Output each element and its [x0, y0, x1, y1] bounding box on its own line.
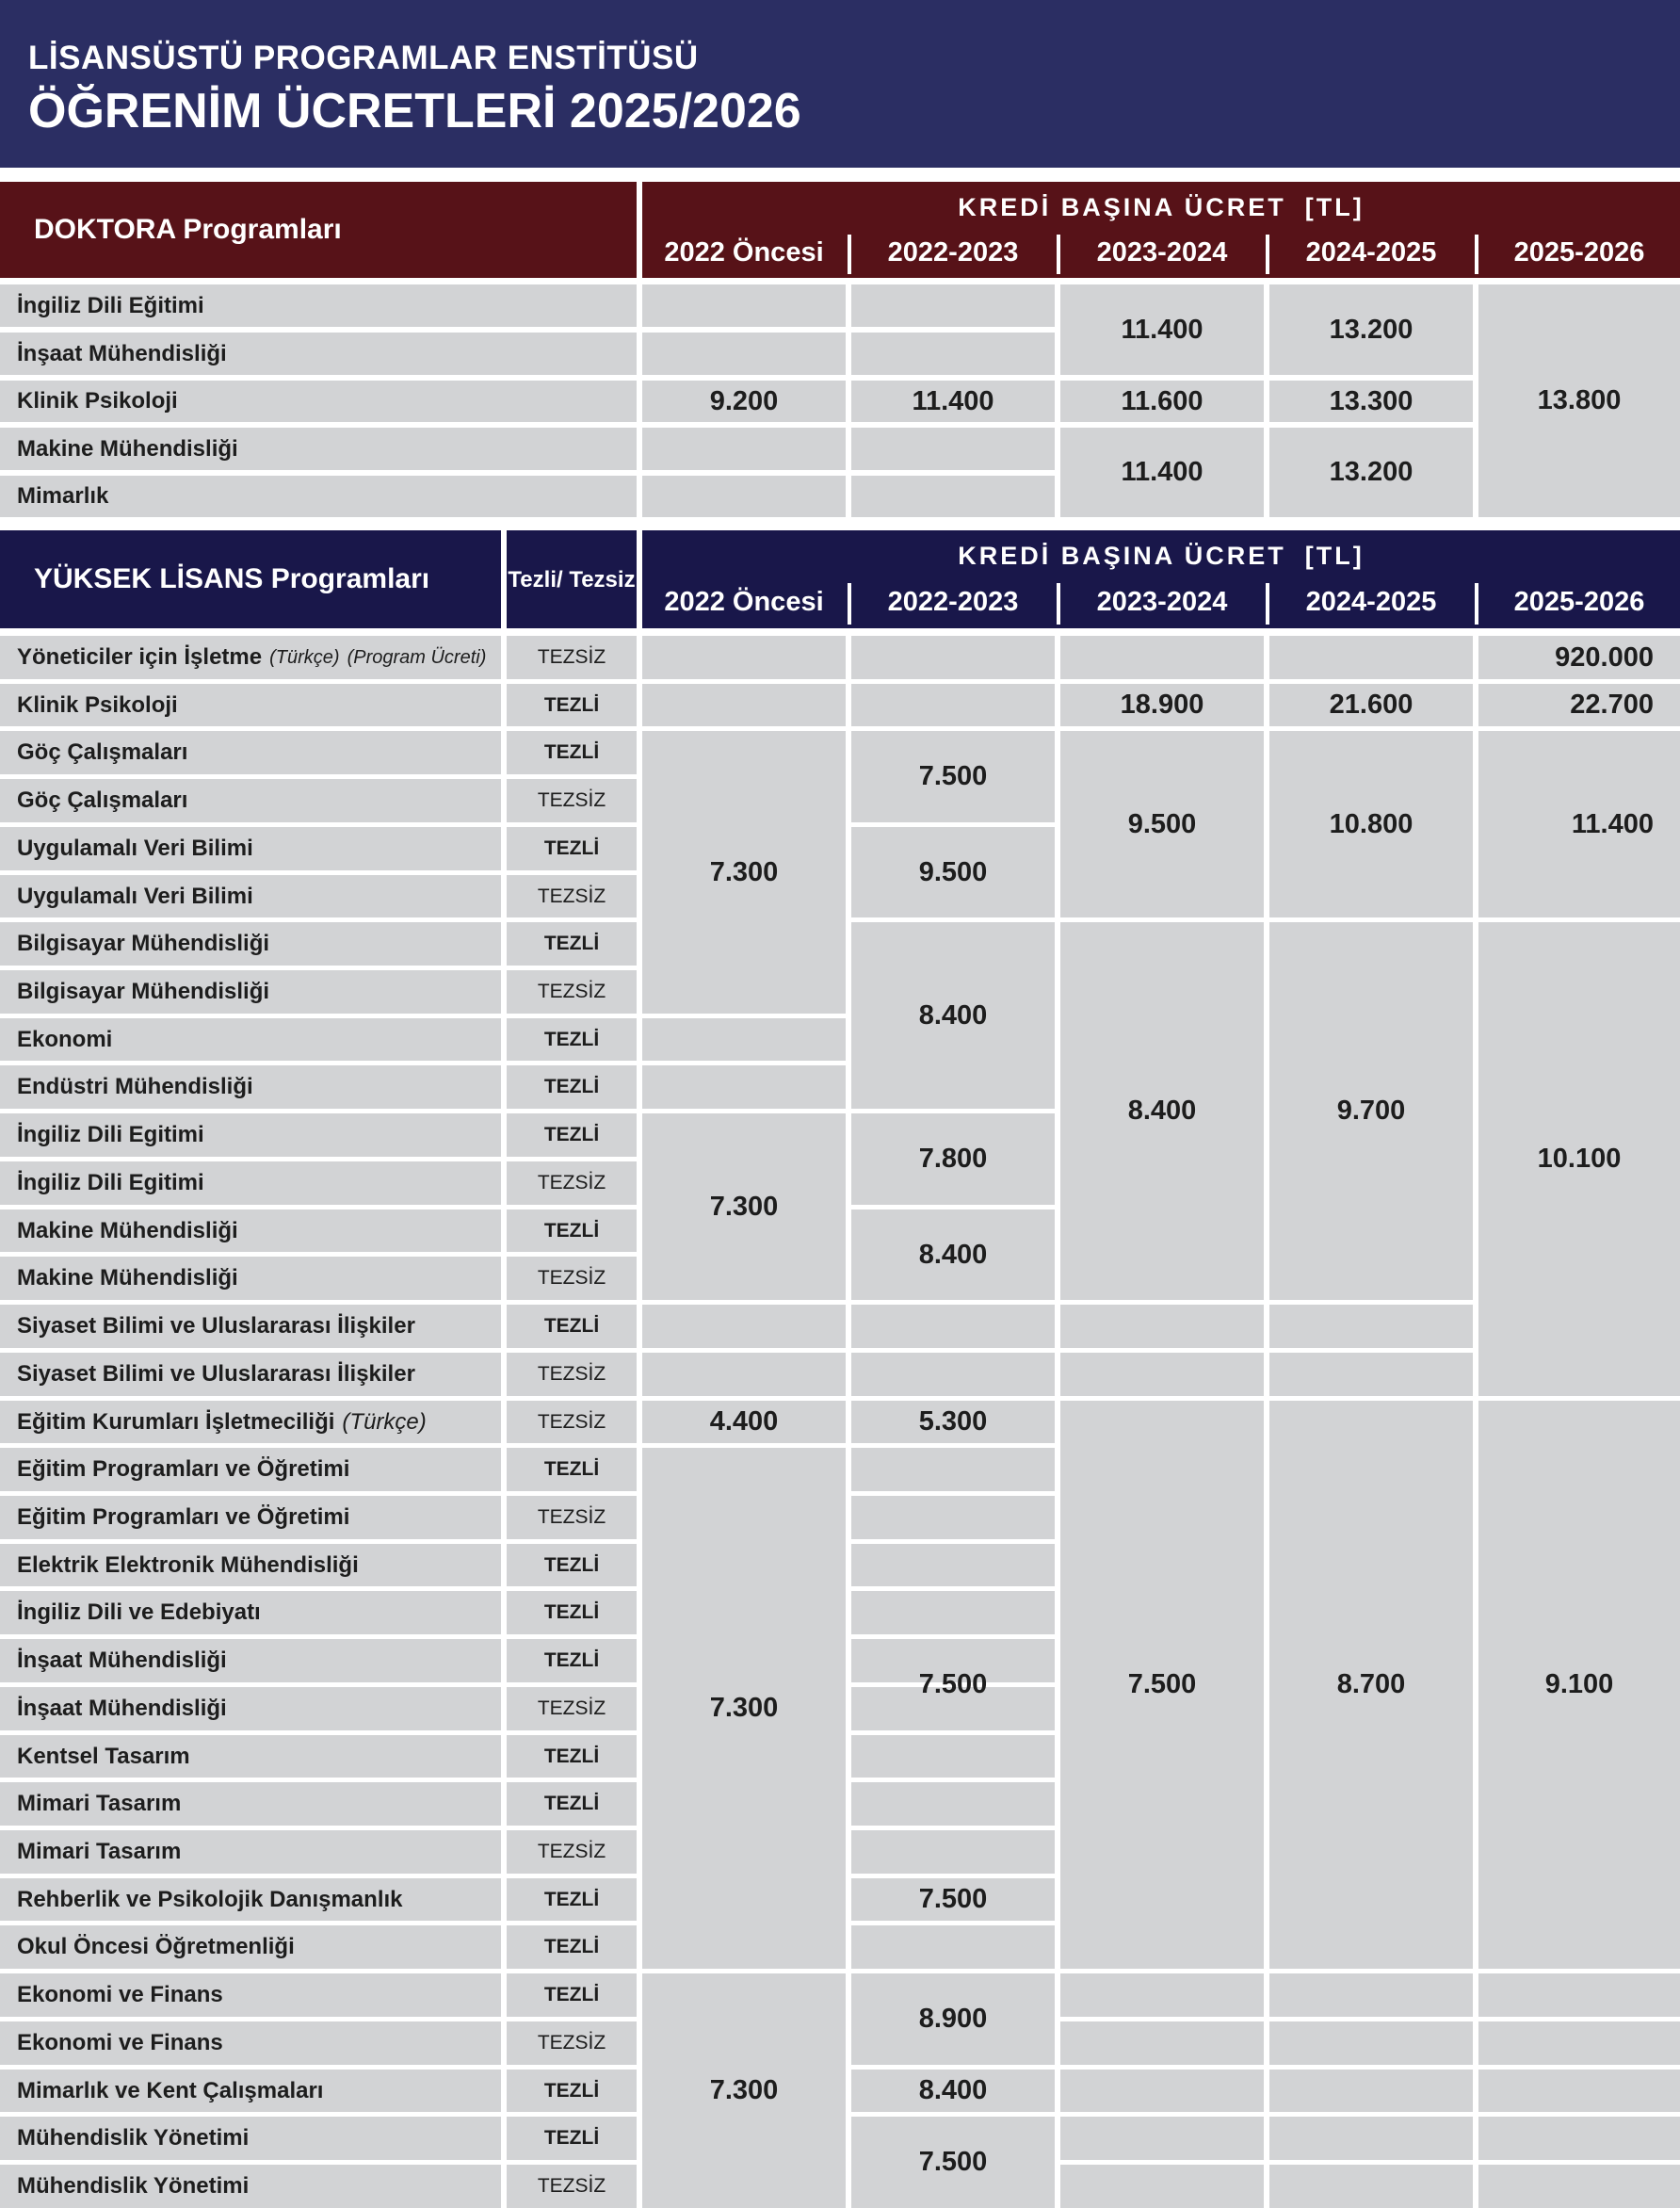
program-name	[0, 1353, 501, 1396]
program-name-text: Elektrik Elektronik Mühendisliği	[17, 1551, 359, 1578]
fee-value: 8.400	[1060, 922, 1264, 1300]
program-name-text: Makine Mühendisliği	[17, 1265, 238, 1291]
fee-value: 18.900	[1060, 684, 1264, 726]
empty-cell	[1060, 2070, 1264, 2112]
fee-value: 11.600	[1060, 381, 1264, 422]
program-name-text: Bilgisayar Mühendisliği	[17, 979, 270, 1004]
program-name	[0, 1496, 501, 1539]
program-name-text: İngiliz Dili Egitimi	[17, 1170, 204, 1195]
fee-value: 7.500	[851, 2117, 1055, 2208]
program-name-text: Mühendislik Yönetimi	[17, 2173, 250, 2199]
program-name	[0, 1544, 501, 1586]
thesis-type: TEZSİZ	[507, 970, 637, 1014]
empty-cell	[642, 1305, 846, 1348]
fee-value: 13.200	[1269, 284, 1473, 375]
fee-value: 11.400	[851, 381, 1055, 422]
institute-name: LİSANSÜSTÜ PROGRAMLAR ENSTİTÜSÜ	[28, 40, 699, 76]
program-note: (Türkçe)	[342, 1408, 427, 1435]
program-name: İnşaat Mühendisliği	[0, 333, 637, 375]
page-title: ÖĞRENİM ÜCRETLERİ 2025/2026	[28, 84, 801, 138]
thesis-type: TEZLİ	[507, 1639, 637, 1682]
year-divider	[1266, 583, 1269, 625]
year-header-5: 2025-2026	[1513, 236, 1645, 268]
fee-value: 7.300	[642, 731, 846, 1014]
program-name	[0, 731, 501, 774]
empty-cell	[851, 1544, 1055, 1586]
header-banner	[0, 0, 1680, 168]
thesis-type: TEZLİ	[507, 1878, 637, 1921]
empty-cell	[851, 1925, 1055, 1969]
thesis-type: TEZLİ	[507, 1113, 637, 1157]
program-name	[0, 1687, 501, 1730]
program-name-text: Uygulamalı Veri Bilimi	[17, 883, 253, 909]
program-name	[0, 2021, 501, 2065]
section-title: YÜKSEK LİSANS Programları	[34, 563, 430, 594]
fee-value: 22.700	[1478, 684, 1680, 726]
program-name-text: Göç Çalışmaları	[17, 787, 188, 813]
program-name	[0, 636, 501, 679]
thesis-type: TEZSİZ	[507, 636, 637, 679]
thesis-type: TEZSİZ	[507, 2165, 637, 2208]
fee-value: 7.500	[851, 1878, 1055, 1921]
program-name: Makine Mühendisliği	[0, 428, 637, 470]
empty-cell	[851, 284, 1055, 327]
fee-value: 8.700	[1269, 1401, 1473, 1969]
thesis-type: TEZLİ	[507, 1210, 637, 1252]
program-name	[0, 922, 501, 966]
program-note: (Türkçe)	[269, 646, 340, 668]
program-name-text: Endüstri Mühendisliği	[17, 1074, 253, 1099]
thesis-type: TEZLİ	[507, 2070, 637, 2112]
empty-cell	[851, 1353, 1055, 1396]
thesis-type: TEZSİZ	[507, 1496, 637, 1539]
empty-cell	[1060, 1353, 1264, 1396]
empty-cell	[642, 476, 846, 517]
program-name-text: Kentsel Tasarım	[17, 1743, 190, 1769]
empty-cell	[1060, 2165, 1264, 2208]
program-name	[0, 1448, 501, 1491]
thesis-type: TEZSİZ	[507, 1830, 637, 1874]
empty-cell	[851, 1830, 1055, 1874]
year-header-3: 2023-2024	[1096, 236, 1228, 268]
program-name-text: Ekonomi ve Finans	[17, 1982, 223, 2007]
empty-cell	[642, 1065, 846, 1109]
program-name	[0, 2117, 501, 2160]
year-divider	[1475, 583, 1478, 625]
program-name-text: Rehberlik ve Psikolojik Danışmanlık	[17, 1886, 403, 1912]
thesis-type: TEZLİ	[507, 1591, 637, 1634]
thesis-type: TEZLİ	[507, 922, 637, 966]
thesis-type: TEZSİZ	[507, 1161, 637, 1205]
empty-cell	[851, 428, 1055, 470]
program-name-text: İngiliz Dili ve Edebiyatı	[17, 1599, 261, 1625]
program-name-text: Uygulamalı Veri Bilimi	[17, 836, 253, 861]
empty-cell	[851, 476, 1055, 517]
program-name: Mimarlık	[0, 476, 637, 517]
empty-cell	[1269, 1973, 1473, 2017]
program-name	[0, 1782, 501, 1826]
fee-value: 7.500	[851, 731, 1055, 822]
thesis-type: TEZLİ	[507, 731, 637, 774]
program-name-text: Ekonomi ve Finans	[17, 2030, 223, 2055]
thesis-type: TEZLİ	[507, 1735, 637, 1778]
fee-value: 8.900	[851, 1973, 1055, 2065]
program-name	[0, 875, 501, 917]
thesis-type: TEZLİ	[507, 1065, 637, 1109]
year-header-4: 2024-2025	[1305, 586, 1437, 617]
program-name	[0, 2165, 501, 2208]
empty-cell	[1478, 2021, 1680, 2065]
program-name-text: Siyaset Bilimi ve Uluslararası İlişkiler	[17, 1313, 415, 1339]
year-header-2: 2022-2023	[887, 236, 1019, 268]
fee-value: 9.500	[1060, 731, 1264, 917]
empty-cell	[1060, 636, 1264, 679]
fee-value: 13.300	[1269, 381, 1473, 422]
thesis-type: TEZLİ	[507, 2117, 637, 2160]
empty-cell	[851, 333, 1055, 375]
year-header-1: 2022 Öncesi	[664, 236, 824, 268]
fee-value: 11.400	[1060, 428, 1264, 517]
program-name-text: Mimari Tasarım	[17, 1839, 182, 1864]
year-header-2: 2022-2023	[887, 586, 1019, 617]
thesis-type: TEZLİ	[507, 1018, 637, 1061]
empty-cell	[851, 1448, 1055, 1491]
thesis-type: TEZLİ	[507, 1973, 637, 2017]
empty-cell	[1478, 1973, 1680, 2017]
fee-value: 7.500	[1060, 1401, 1264, 1969]
fee-value: 5.300	[851, 1401, 1055, 1443]
program-name-text: Göç Çalışmaları	[17, 739, 188, 765]
fee-value: 920.000	[1478, 636, 1680, 679]
empty-cell	[851, 1591, 1055, 1634]
empty-cell	[1060, 2117, 1264, 2160]
thesis-type: TEZLİ	[507, 684, 637, 726]
fee-value: 7.300	[642, 1448, 846, 1969]
fee-value: 10.800	[1269, 731, 1473, 917]
section-title: DOKTORA Programları	[34, 214, 342, 245]
program-name	[0, 1735, 501, 1778]
year-divider	[1057, 235, 1060, 274]
thesis-type: TEZLİ	[507, 1305, 637, 1348]
year-divider	[848, 235, 851, 274]
program-name	[0, 684, 501, 726]
fee-value: 9.700	[1269, 922, 1473, 1300]
thesis-type-header: Tezli/ Tezsiz	[508, 566, 636, 593]
fee-value: 8.400	[851, 922, 1055, 1109]
program-name	[0, 1878, 501, 1921]
thesis-type: TEZLİ	[507, 1448, 637, 1491]
empty-cell	[1478, 2165, 1680, 2208]
program-name	[0, 1591, 501, 1634]
fee-value: 7.300	[642, 1973, 846, 2208]
program-name-text: Yöneticiler için İşletme	[17, 644, 263, 670]
empty-cell	[1060, 2021, 1264, 2065]
program-name	[0, 1018, 501, 1061]
program-name	[0, 1161, 501, 1205]
empty-cell	[642, 284, 846, 327]
fee-value: 11.400	[1478, 731, 1680, 917]
empty-cell	[642, 684, 846, 726]
fee-value: 7.800	[851, 1113, 1055, 1205]
fee-value: 21.600	[1269, 684, 1473, 726]
thesis-type: TEZSİZ	[507, 1687, 637, 1730]
thesis-type: TEZSİZ	[507, 779, 637, 822]
thesis-type: TEZSİZ	[507, 1401, 637, 1443]
program-name-text: Eğitim Kurumları İşletmeciliği	[17, 1408, 335, 1435]
program-name-text: Klinik Psikoloji	[17, 691, 178, 718]
year-header-3: 2023-2024	[1096, 586, 1228, 617]
program-name-text: Mimarlık ve Kent Çalışmaları	[17, 2077, 324, 2103]
program-name	[0, 1065, 501, 1109]
program-name-text: Mühendislik Yönetimi	[17, 2125, 250, 2151]
empty-cell	[1478, 2117, 1680, 2160]
empty-cell	[851, 684, 1055, 726]
program-name-text: Siyaset Bilimi ve Uluslararası İlişkiler	[17, 1361, 415, 1387]
program-name	[0, 1973, 501, 2017]
fee-value: 13.800	[1478, 284, 1680, 517]
fee-value: 11.400	[1060, 284, 1264, 375]
program-name-text: İnşaat Mühendisliği	[17, 1648, 227, 1673]
program-name-text: Eğitim Programları ve Öğretimi	[17, 1456, 350, 1482]
empty-cell	[1478, 2070, 1680, 2112]
fee-value: 4.400	[642, 1401, 846, 1443]
program-name-text: Bilgisayar Mühendisliği	[17, 931, 270, 956]
empty-cell	[642, 333, 846, 375]
thesis-type: TEZSİZ	[507, 1257, 637, 1300]
program-name: İngiliz Dili Eğitimi	[0, 284, 637, 327]
thesis-type: TEZSİZ	[507, 2021, 637, 2065]
thesis-type: TEZLİ	[507, 1544, 637, 1586]
program-name	[0, 2070, 501, 2112]
thesis-type: TEZLİ	[507, 1782, 637, 1826]
fee-value: 10.100	[1478, 922, 1680, 1396]
program-name-text: İnşaat Mühendisliği	[17, 1696, 227, 1721]
program-name	[0, 1257, 501, 1300]
year-header-5: 2025-2026	[1513, 586, 1645, 617]
empty-cell	[1269, 2070, 1473, 2112]
empty-cell	[1269, 1305, 1473, 1348]
fee-unit-label: [TL]	[1304, 192, 1365, 221]
empty-cell	[642, 1353, 846, 1396]
empty-cell	[851, 1735, 1055, 1778]
program-name	[0, 1305, 501, 1348]
fee-header-label: KREDİ BAŞINA ÜCRET	[958, 192, 1286, 221]
program-name	[0, 827, 501, 870]
fee-value: 8.400	[851, 2070, 1055, 2112]
program-name-text: Eğitim Programları ve Öğretimi	[17, 1504, 350, 1530]
empty-cell	[642, 428, 846, 470]
empty-cell	[1269, 2165, 1473, 2208]
thesis-type: TEZSİZ	[507, 1353, 637, 1396]
thesis-type: TEZLİ	[507, 1925, 637, 1969]
empty-cell	[851, 1782, 1055, 1826]
year-divider	[1057, 583, 1060, 625]
program-name: Klinik Psikoloji	[0, 381, 637, 422]
fee-value: 9.100	[1478, 1401, 1680, 1969]
fee-header-label: KREDİ BAŞINA ÜCRET	[958, 541, 1286, 570]
program-name	[0, 1210, 501, 1252]
empty-cell	[851, 1496, 1055, 1539]
program-name	[0, 1925, 501, 1969]
program-note: (Program Ücreti)	[347, 646, 487, 668]
thesis-type: TEZSİZ	[507, 875, 637, 917]
program-name-text: Ekonomi	[17, 1026, 113, 1052]
fee-per-credit-header	[642, 191, 1680, 223]
thesis-type: TEZLİ	[507, 827, 637, 870]
program-name	[0, 1830, 501, 1874]
fee-value: 9.500	[851, 827, 1055, 917]
program-name	[0, 970, 501, 1014]
program-name	[0, 1401, 501, 1443]
fee-per-credit-header	[642, 540, 1680, 572]
year-divider	[848, 583, 851, 625]
empty-cell	[1060, 1305, 1264, 1348]
year-header-4: 2024-2025	[1305, 236, 1437, 268]
program-name	[0, 1639, 501, 1682]
program-name-text: Okul Öncesi Öğretmenliği	[17, 1934, 295, 1959]
program-name	[0, 1113, 501, 1157]
year-divider	[1475, 235, 1478, 274]
program-name	[0, 779, 501, 822]
empty-cell	[1269, 1353, 1473, 1396]
year-divider	[1266, 235, 1269, 274]
empty-cell	[1269, 2117, 1473, 2160]
empty-cell	[1060, 1973, 1264, 2017]
empty-cell	[1269, 2021, 1473, 2065]
fee-value: 8.400	[851, 1210, 1055, 1300]
program-name-text: İngiliz Dili Egitimi	[17, 1122, 204, 1147]
fee-value: 13.200	[1269, 428, 1473, 517]
fee-value: 7.300	[642, 1113, 846, 1300]
empty-cell	[642, 636, 846, 679]
fee-value: 7.500	[918, 1669, 988, 1699]
program-name-text: Mimari Tasarım	[17, 1791, 182, 1816]
empty-cell	[642, 1018, 846, 1061]
empty-cell	[1269, 636, 1473, 679]
fee-unit-label: [TL]	[1304, 541, 1365, 570]
year-header-1: 2022 Öncesi	[664, 586, 824, 617]
fee-value: 9.200	[642, 381, 846, 422]
empty-cell	[851, 1305, 1055, 1348]
program-name-text: Makine Mühendisliği	[17, 1217, 238, 1243]
empty-cell	[851, 636, 1055, 679]
